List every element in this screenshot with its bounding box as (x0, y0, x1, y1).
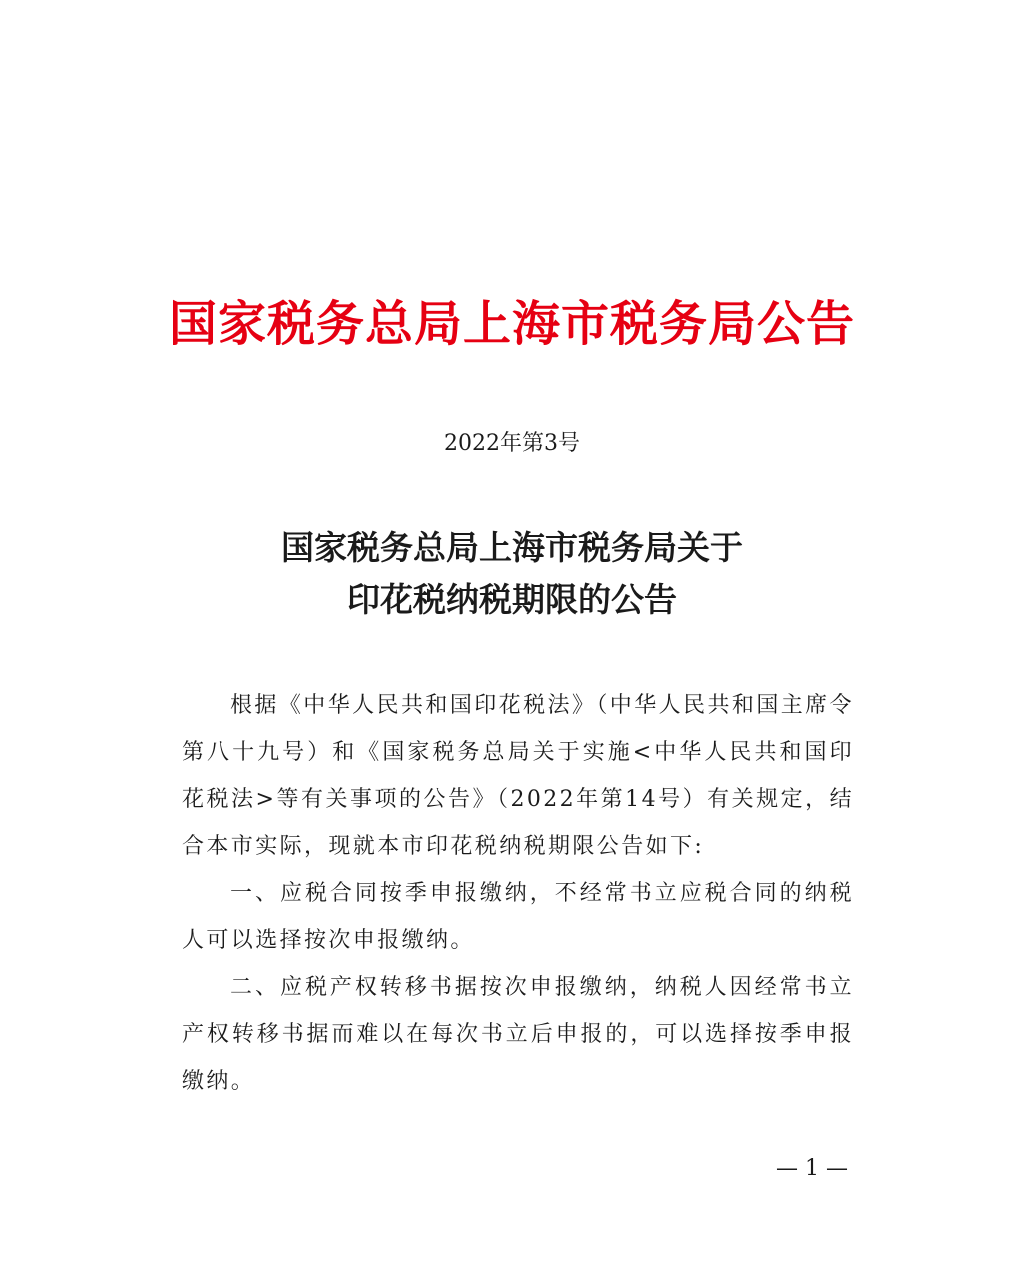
masthead-title: 国家税务总局上海市税务局公告 (168, 296, 855, 352)
body-paragraph-2: 一、应税合同按季申报缴纳，不经常书立应税合同的纳税人可以选择按次申报缴纳。 (182, 881, 854, 953)
document-title (0, 522, 1024, 626)
body-paragraph-3: 二、应税产权转移书据按次申报缴纳，纳税人因经常书立产权转移书据而难以在每次书立后申报的，可以选择按季申报缴纳。 (182, 975, 854, 1094)
document-number: 2022年第3号 (444, 431, 580, 456)
document-title-line-1: 国家税务总局上海市税务局关于 (281, 528, 743, 567)
document-title-line-2: 印花税纳税期限的公告 (347, 580, 677, 619)
page-number: — 1 — (776, 1156, 848, 1181)
document-body (182, 682, 854, 1105)
body-paragraph-1: 根据《中华人民共和国印花税法》（中华人民共和国主席令第八十九号）和《国家税务总局关于实施<中华人民共和国印花税法>等有关事项的公告》（2022年第14号）有关规定，结合本市实际，现就本市印花税纳税期限公告如下: (182, 693, 854, 859)
